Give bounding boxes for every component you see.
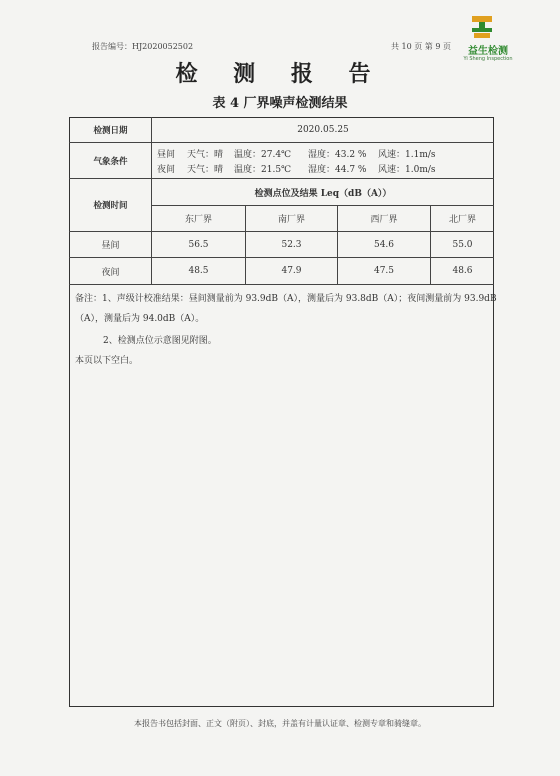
note-calibration: 备注：1、声级计校准结果：昼间测量前为 93.9dB（A），测量后为 93.8dB（A）；夜间测量前为 93.9dB [75,294,497,304]
column-header: 东厂界 [184,215,212,225]
column-header: 南厂界 [277,215,305,225]
note-calibration-cont: （A），测量后为 94.0dB（A）。 [75,314,205,324]
logo-english: Yi Sheng Inspection [463,56,513,62]
table-cell: 48.5 [188,266,209,276]
date-label: 检测日期 [93,126,128,136]
table-cell: 47.9 [281,266,302,276]
footer-note: 本报告书包括封面、正文（附页）、封底，并盖有计量认证章、检测专章和骑缝章。 [134,719,426,728]
weather-wind: 风速：1.0m/s [378,165,436,175]
note-blank: 本页以下空白。 [75,356,139,366]
table-title: 表 4 厂界噪声检测结果 [212,96,348,111]
table-cell: 56.5 [188,239,209,250]
points-header: 检测点位及结果 Leq（dB（A）） [254,188,392,199]
row-label-night: 夜间 [101,267,120,278]
report-number: 报告编号：HJ2020052502 [92,42,194,51]
table-cell: 48.6 [452,266,473,276]
time-label: 检测时间 [93,201,128,211]
weather-temp: 温度：21.5℃ [234,165,292,175]
weather-sky: 天气：晴 [187,150,224,160]
weather-label: 气象条件 [93,156,128,167]
column-header: 西厂界 [370,215,398,225]
weather-period: 昼间 [157,150,176,160]
note-diagram: 2、检测点位示意图见附图。 [103,336,217,346]
weather-sky: 天气：晴 [187,165,224,175]
table-cell: 52.3 [281,239,302,250]
logo-name: 益生检测 [468,46,508,57]
weather-temp: 温度：27.4℃ [234,150,292,160]
page-title: 检 测 报 告 [175,61,385,87]
date-value: 2020.05.25 [297,125,349,135]
weather-humidity: 湿度：44.7 % [308,165,367,175]
weather-day [157,147,436,160]
weather-period: 夜间 [157,165,176,175]
row-label-day: 昼间 [101,241,120,251]
table-divider [69,284,494,285]
table-cell: 54.6 [373,239,395,250]
table-cell: 47.5 [373,266,395,276]
page-info: 共 10 页 第 9 页 [391,42,451,51]
weather-humidity: 湿度：43.2 % [308,150,367,160]
logo-mark-icon [470,14,494,40]
weather-night [157,162,436,175]
weather-wind: 风速：1.1m/s [378,150,436,160]
table-cell: 55.0 [452,239,473,250]
column-header: 北厂界 [448,215,476,225]
